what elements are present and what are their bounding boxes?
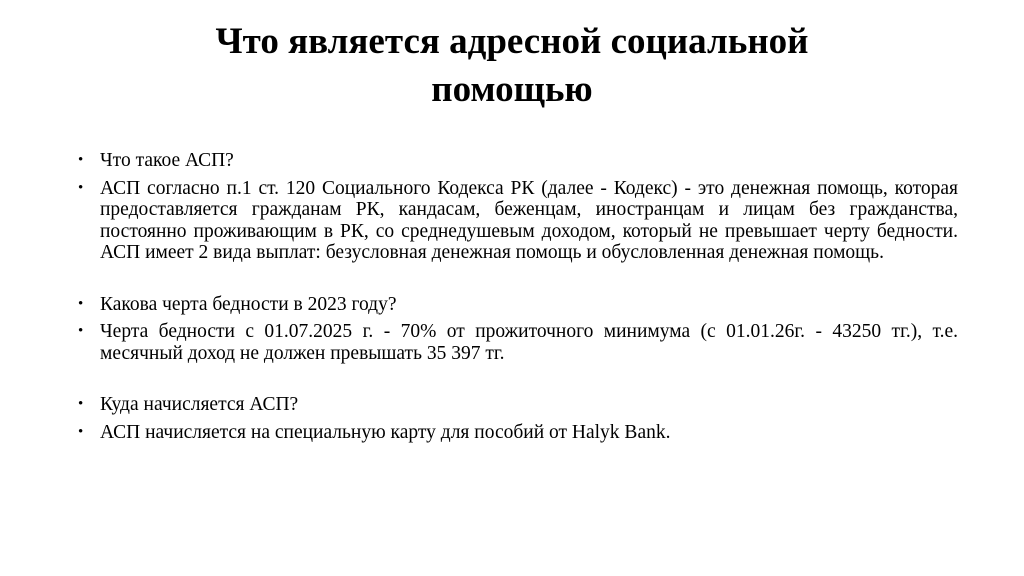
- bullet-item-question-poverty-line: [78, 294, 958, 316]
- bullet-list: [78, 150, 958, 449]
- bullet-text: Что такое АСП?: [100, 150, 234, 171]
- bullet-text: АСП согласно п.1 ст. 120 Социального Кодекса РК (далее - Кодекс) - это денежная помощь, которая предоставляется гражданам РК, кандасам, беженцам, иностранцам и лицам без гражданства, постоянно проживающим в РК, со среднедушевым доходом, который не превышает черту бедности. АСП имеет 2 вида выплат: безусловная денежная помощь и обусловленная денежная помощь.: [100, 177, 958, 263]
- bullet-text: Куда начисляется АСП?: [100, 394, 299, 415]
- bullet-icon: •: [78, 396, 84, 412]
- bullet-icon: •: [78, 179, 84, 196]
- bullet-icon: •: [78, 423, 84, 440]
- bullet-icon: •: [78, 323, 84, 339]
- bullet-icon: •: [78, 295, 84, 312]
- slide-title-line-2: помощью: [431, 69, 593, 110]
- bullet-item-poverty-line-answer: [78, 321, 958, 364]
- bullet-item-payment-answer: [78, 422, 958, 444]
- slide-title-line-1: Что является адресной социальной: [215, 21, 809, 62]
- bullet-item-asp-definition: [78, 178, 958, 264]
- bullet-item-question-asp: [78, 150, 958, 172]
- bullet-icon: •: [78, 152, 84, 168]
- bullet-text: АСП начисляется на специальную карту для пособий от Halyk Bank.: [100, 421, 671, 443]
- bullet-text: Какова черта бедности в 2023 году?: [100, 293, 397, 315]
- bullet-text: Черта бедности с 01.07.2025 г. - 70% от прожиточного минимума (с 01.01.26г. - 43250 тг.), т.е. месячный доход не должен превышать 35 397 тг.: [100, 321, 958, 364]
- slide-title: [140, 18, 884, 114]
- bullet-item-question-payment: [78, 394, 958, 416]
